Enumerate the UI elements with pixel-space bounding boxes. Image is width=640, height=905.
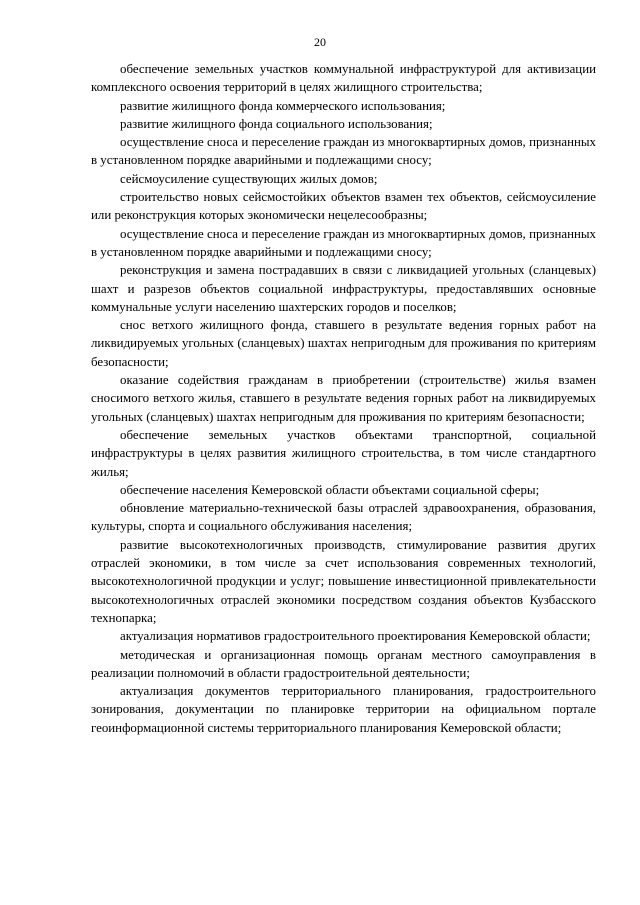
paragraph: развитие жилищного фонда социального использования; bbox=[120, 116, 433, 131]
paragraph: снос ветхого жилищного фонда, ставшего в результате ведения горных работ на ликвидируемых угольных (сланцевых) шахтах непригодным для проживания по критериям безопасности; bbox=[91, 318, 596, 369]
paragraph: осуществление сноса и переселение граждан из многоквартирных домов, признанных в установленном порядке аварийными и подлежащими сносу; bbox=[91, 135, 596, 168]
paragraph: развитие жилищного фонда коммерческого использования; bbox=[120, 98, 446, 113]
document-body bbox=[91, 60, 596, 737]
page-number: 20 bbox=[314, 35, 326, 49]
paragraph: актуализация документов территориального планирования, градостроительного зонирования, документации по планировке территории на официальном портале геоинформационной системы территориального планирования Кемеровской области; bbox=[91, 684, 596, 735]
paragraph: методическая и организационная помощь органам местного самоуправления в реализации полномочий в области градостроительной деятельности; bbox=[91, 647, 596, 680]
paragraph: строительство новых сейсмостойких объектов взамен тех объектов, сейсмоусиление или реконструкция которых экономически нецелесообразны; bbox=[91, 190, 596, 223]
paragraph: развитие высокотехнологичных производств, стимулирование развития других отраслей экономики, в том числе за счет использования современных технологий, высокотехнологичной продукции и услуг; повышение инвестиционной привлекательности высокотехнологичных отраслей экономики посредством создания объектов Кузбасского технопарка; bbox=[91, 537, 596, 625]
paragraph: обеспечение земельных участков объектами транспортной, социальной инфраструктуры в целях развития жилищного строительства, в том числе стандартного жилья; bbox=[91, 427, 596, 479]
paragraph: обновление материально-технической базы отраслей здравоохранения, образования, культуры, спорта и социального обслуживания населения; bbox=[91, 501, 596, 534]
paragraph: обеспечение населения Кемеровской области объектами социальной сферы; bbox=[120, 482, 540, 497]
paragraph: оказание содействия гражданам в приобретении (строительстве) жилья взамен сносимого ветхого жилья, ставшего в результате ведения горных работ на ликвидируемых угольных (сланцевых) шахтах непригодным для проживания по критериям безопасности; bbox=[91, 373, 596, 424]
paragraph: реконструкция и замена пострадавших в связи с ликвидацией угольных (сланцевых) шахт и разрезов объектов социальной инфраструктуры, предоставлявших основные коммунальные услуги населению шахтерских городов и поселков; bbox=[91, 263, 596, 314]
paragraph: актуализация нормативов градостроительного проектирования Кемеровской области; bbox=[120, 629, 591, 644]
paragraph: сейсмоусиление существующих жилых домов; bbox=[120, 171, 378, 186]
paragraph: осуществление сноса и переселение граждан из многоквартирных домов, признанных в установленном порядке аварийными и подлежащими сносу; bbox=[91, 226, 596, 259]
paragraph: обеспечение земельных участков коммунальной инфраструктурой для активизации комплексного освоения территорий в целях жилищного строительства; bbox=[91, 62, 596, 95]
